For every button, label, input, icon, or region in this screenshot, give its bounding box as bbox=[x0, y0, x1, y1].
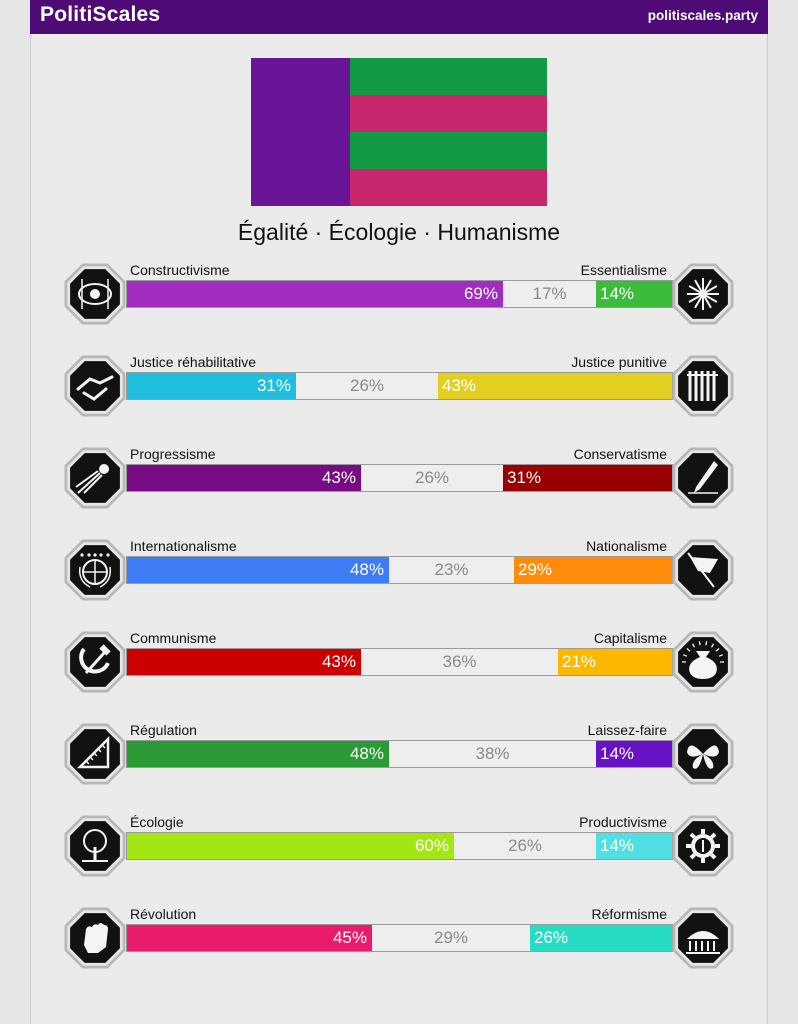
axis-right-label: Réformisme bbox=[591, 906, 667, 922]
axis-right-label: Conservatisme bbox=[573, 446, 667, 462]
axis-row bbox=[0, 629, 798, 699]
axis-left-label: Écologie bbox=[130, 814, 184, 830]
parliament-icon bbox=[670, 905, 736, 971]
axis-right-segment: 14% bbox=[596, 833, 672, 859]
axis-right-segment: 14% bbox=[596, 741, 672, 767]
axis-left-label: Constructivisme bbox=[130, 262, 230, 278]
flag-left-band bbox=[251, 58, 350, 206]
flag-stripe bbox=[350, 95, 547, 132]
axis-left-segment: 43% bbox=[127, 465, 361, 491]
axis-right-label: Capitalisme bbox=[593, 630, 667, 646]
axis-left-segment: 69% bbox=[127, 281, 503, 307]
prison-bars-icon bbox=[670, 353, 736, 419]
flag-stripe bbox=[350, 132, 547, 169]
brand-title[interactable]: PolitiScales bbox=[40, 3, 161, 26]
axis-neutral-segment: 26% bbox=[507, 836, 543, 855]
hammer-sickle-icon bbox=[62, 629, 128, 695]
axis-left-label: Communisme bbox=[130, 630, 217, 646]
fist-icon bbox=[62, 905, 128, 971]
axis-bar bbox=[126, 740, 673, 768]
site-link[interactable]: politiscales.party bbox=[647, 8, 758, 23]
flag-stripe bbox=[350, 169, 547, 206]
axis-right-label: Laissez-faire bbox=[587, 722, 667, 738]
axis-bar bbox=[126, 556, 673, 584]
axis-right-label: Essentialisme bbox=[580, 262, 667, 278]
handshake-icon bbox=[62, 353, 128, 419]
axis-row bbox=[0, 813, 798, 883]
axis-left-segment: 60% bbox=[127, 833, 454, 859]
axis-left-label: Internationalisme bbox=[130, 538, 237, 554]
axis-neutral-segment: 26% bbox=[414, 468, 450, 487]
quill-icon bbox=[670, 445, 736, 511]
axis-row bbox=[0, 905, 798, 975]
axis-left-segment: 45% bbox=[127, 925, 372, 951]
axis-bar bbox=[126, 648, 673, 676]
axis-neutral-segment: 26% bbox=[349, 376, 385, 395]
axis-row bbox=[0, 537, 798, 607]
axis-row bbox=[0, 353, 798, 423]
comet-icon bbox=[62, 445, 128, 511]
flower-icon bbox=[670, 261, 736, 327]
axis-row bbox=[0, 261, 798, 331]
axis-row bbox=[0, 445, 798, 515]
axis-bar bbox=[126, 372, 673, 400]
axis-row bbox=[0, 721, 798, 791]
axis-right-segment: 43% bbox=[438, 373, 672, 399]
money-bag-icon bbox=[670, 629, 736, 695]
slogan: Égalité · Écologie · Humanisme bbox=[237, 219, 561, 245]
axis-right-label: Productivisme bbox=[579, 814, 667, 830]
axis-neutral-segment: 17% bbox=[532, 284, 567, 303]
gear-icon bbox=[670, 813, 736, 879]
axis-neutral-segment: 38% bbox=[475, 744, 510, 763]
axis-right-segment: 26% bbox=[530, 925, 672, 951]
axis-left-segment: 48% bbox=[127, 741, 389, 767]
eye-icon bbox=[62, 261, 128, 327]
axis-right-segment: 29% bbox=[514, 557, 672, 583]
axis-left-segment: 48% bbox=[127, 557, 389, 583]
app-header bbox=[30, 0, 768, 34]
ruler-icon bbox=[62, 721, 128, 787]
axis-neutral-segment: 29% bbox=[433, 928, 469, 947]
result-flag bbox=[251, 58, 547, 206]
axis-neutral-segment: 23% bbox=[434, 560, 469, 579]
axis-right-label: Nationalisme bbox=[586, 538, 667, 554]
axis-right-segment: 14% bbox=[596, 281, 672, 307]
axis-bar bbox=[126, 832, 673, 860]
axis-left-label: Justice réhabilitative bbox=[130, 354, 257, 370]
axis-right-label: Justice punitive bbox=[571, 354, 667, 370]
axis-bar bbox=[126, 464, 673, 492]
globe-icon bbox=[62, 537, 128, 603]
butterfly-icon bbox=[670, 721, 736, 787]
axis-left-segment: 31% bbox=[127, 373, 296, 399]
axis-right-segment: 21% bbox=[558, 649, 672, 675]
flag-stripe bbox=[350, 58, 547, 95]
axis-bar bbox=[126, 280, 673, 308]
axis-bar bbox=[126, 924, 673, 952]
axis-neutral-segment: 36% bbox=[442, 652, 477, 671]
axis-left-segment: 43% bbox=[127, 649, 361, 675]
axis-left-label: Révolution bbox=[130, 906, 197, 922]
axis-right-segment: 31% bbox=[503, 465, 672, 491]
axis-left-label: Régulation bbox=[130, 722, 197, 738]
tree-icon bbox=[62, 813, 128, 879]
flag-icon bbox=[670, 537, 736, 603]
axis-left-label: Progressisme bbox=[130, 446, 216, 462]
